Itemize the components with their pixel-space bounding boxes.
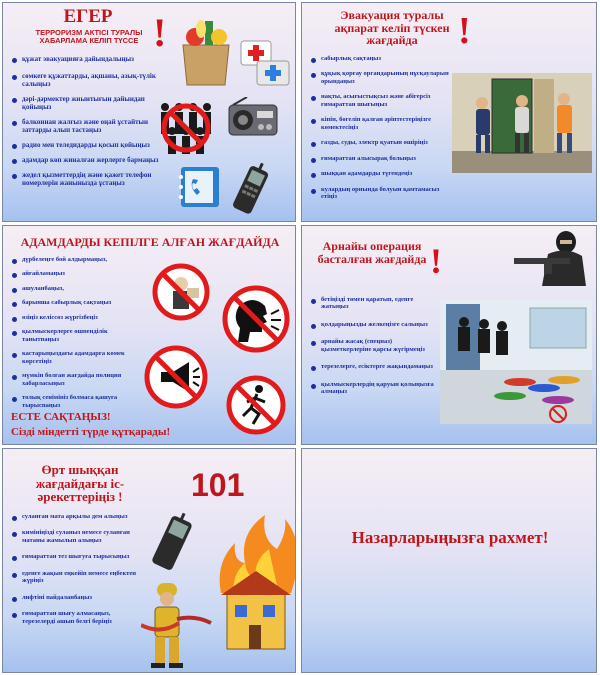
phone-book-icon	[177, 165, 223, 209]
rescue-note: Сізді міндетті түрде құтқарады!	[11, 426, 171, 438]
slide-hostage	[2, 225, 296, 445]
slide-fire	[2, 448, 296, 673]
list-item: балконнан жалғыз және оңай ұстайтын заттарды алып тастаңыз	[11, 118, 159, 134]
slide-special-operation	[301, 225, 597, 445]
slide-subtitle: ТЕРРОРИЗМ АКТІСІ ТУРАЛЫ ХАБАРЛАМА КЕЛІП ТҮССЕ	[35, 28, 143, 46]
list-item: лифтіні пайдаланбаңыз	[11, 594, 139, 601]
exclamation-icon: !	[430, 241, 442, 281]
evacuation-scene-image	[452, 73, 592, 173]
thank-you-message: Назарларыңызға рахмет!	[351, 528, 549, 547]
exclamation-icon: !	[153, 10, 167, 55]
list-item: сабырлық сақтаңыз	[310, 55, 450, 62]
no-crowd-icon	[155, 95, 217, 157]
slide-title: ЕГЕР	[63, 6, 113, 27]
list-item: мүмкін болған жағдайда полиция хабарласыңыз	[11, 372, 143, 387]
slide-terrorism-warning	[2, 2, 296, 222]
radio-icon	[227, 97, 279, 137]
list-item: дәрі-дәрмектер жиынтығын дайындап қойыңыз	[11, 95, 159, 111]
grocery-bag-icon	[175, 17, 237, 87]
instruction-list	[310, 296, 436, 396]
first-aid-kit-icon	[239, 35, 291, 87]
remember-heading: ЕСТЕ САҚТАҢЫЗ!	[11, 411, 111, 423]
instruction-list	[11, 256, 143, 409]
list-item: еденге жақын еңкейіп немесе еңбектеп жүріңіз	[11, 570, 139, 585]
list-item: құқық қорғау органдарының нұсқауларын орындаңыз	[310, 70, 450, 85]
list-item: айғайламаңыз	[11, 270, 143, 277]
list-item: ашуланбаңыз,	[11, 285, 143, 292]
list-item: сөмкеге құжаттарды, ақшаны, азық-түлік салыңыз	[11, 72, 159, 88]
list-item: қолдарыңызды желкеңізге салыңыз	[310, 321, 436, 328]
list-item: кимініңізді суланыз немесе суланған матаны жамылып алыңыз	[11, 529, 139, 544]
list-item: арнайы жасақ (спецназ) қызметкерлеріне қарсы жүгірмеңіз	[310, 338, 436, 353]
instruction-list	[11, 513, 139, 625]
no-megaphone-icon	[143, 344, 209, 410]
slide-title: Арнайы операция басталған жағдайда	[317, 239, 427, 266]
mobile-phone-icon	[147, 511, 197, 575]
list-item: толық сенімініз болмаса қашуға тырыспаңыз	[11, 394, 143, 409]
no-shouting-icon	[221, 284, 291, 354]
list-item: дүрбелеңге бой алдырмаңыз,	[11, 256, 143, 263]
list-item: құжат эвакуацияға дайындалыңыз	[11, 55, 159, 63]
soldier-image	[514, 228, 594, 286]
list-item: нақты, асығыстықсыз және абігерсіз ғимараттан шығыңыз	[310, 93, 450, 108]
list-item: барынша сабырлық сақтаңыз	[11, 299, 143, 306]
list-item: өзіңіз келіссөз жүргізбеңіз	[11, 314, 143, 321]
list-item: кіпін, бөгеліп қалған әріптестеріңізге көмектесіңіз	[310, 116, 450, 131]
list-item: суланған мата арқылы дем алыңыз	[11, 513, 139, 520]
slide-thank-you	[301, 448, 597, 673]
list-item: қылмыскерлерге өшпенділік танытпаңыз	[11, 328, 143, 343]
no-panic-icon	[151, 262, 211, 322]
slide-title: Эвакуация туралы ақпарат келіп түскен жағдайда	[334, 8, 450, 48]
instruction-list	[11, 55, 159, 188]
firefighter-image	[141, 575, 215, 669]
list-item: газды, суды, электр қуатын өшіріңіз	[310, 139, 450, 146]
list-item: ғимараттан тез шығуға тырысыңыз	[11, 553, 139, 560]
list-item: радио мен теледидарды қосып қойыңыз	[11, 141, 159, 149]
slide-evacuation	[301, 2, 597, 222]
list-item: жедел қызметтердің және қажет телефон номерлерін жанынызда ұстаңыз	[11, 171, 159, 187]
list-item: ғимараттан шығу алмасаңыз, терезелерді ашып белгі беріңіз	[11, 610, 139, 625]
list-item: адамдар көп жиналған жерлерге бармаңыз	[11, 156, 159, 164]
list-item: терезелерге, есіктерге жақындамаңыз	[310, 363, 436, 370]
mobile-phone-icon	[231, 161, 271, 217]
exclamation-icon: !	[458, 10, 471, 52]
burning-house-image	[211, 513, 295, 653]
instruction-list	[310, 55, 450, 201]
emergency-number: 101	[191, 467, 245, 503]
list-item: кулардың орнында болуын қамтамасыз етіңіз	[310, 186, 450, 201]
list-item: ғимараттан алысырақ болыңыз	[310, 155, 450, 162]
slide-title: АДАМДАРДЫ КЕПІЛГЕ АЛҒАН ЖАҒДАЙДА	[20, 235, 280, 249]
special-operation-scene-image	[440, 300, 592, 424]
no-running-icon	[225, 374, 287, 436]
slide-title: Өрт шыққан жағдайдағы іс-әрекеттеріңіз !	[35, 462, 125, 505]
list-item: бетіңізді төмен қаратып, еденге жатыңыз	[310, 296, 436, 311]
list-item: кастарыңыздағы адамдарға көмек көрсетіңіз	[11, 350, 143, 365]
list-item: шыққан адамдарды түгендеңіз	[310, 170, 450, 177]
list-item: қылмыскерлердің қаруын қолыңызға алмаңыз	[310, 381, 436, 396]
